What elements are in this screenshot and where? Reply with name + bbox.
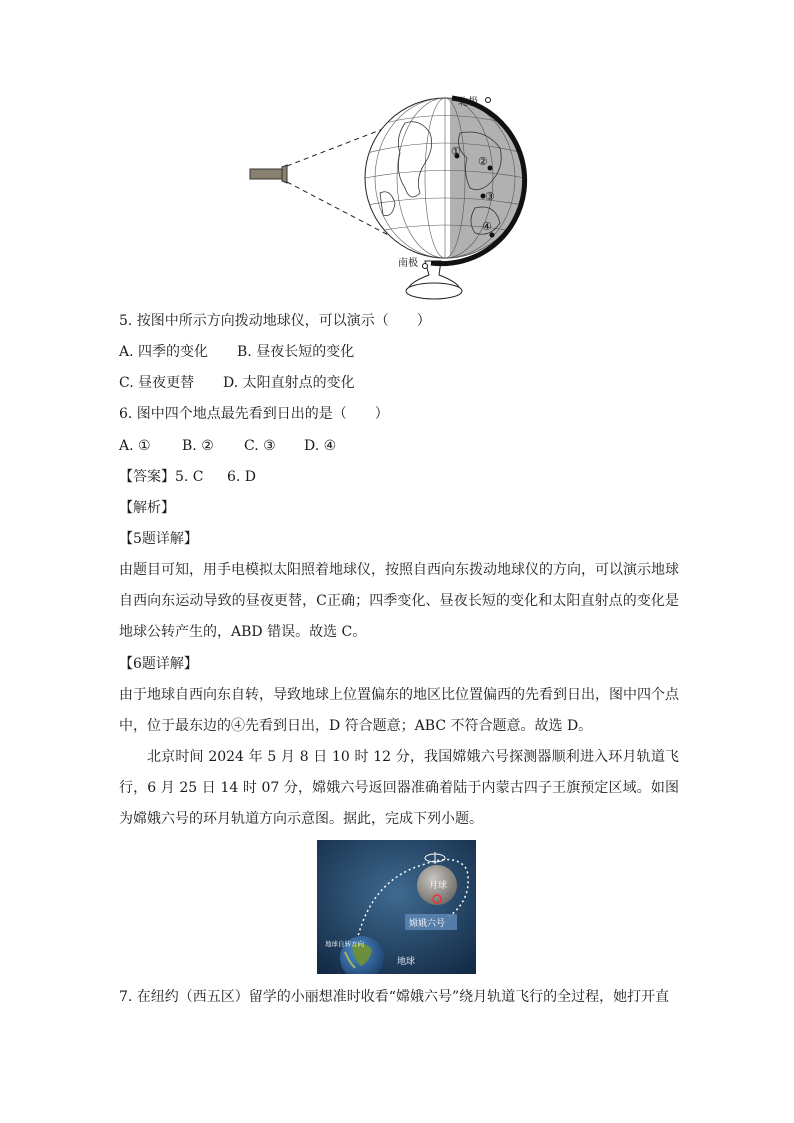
- q6-option-c: C. ③: [244, 438, 276, 454]
- q5-detail-label: 【5题详解】: [119, 531, 198, 547]
- q5-option-c: C. 昼夜更替: [119, 375, 195, 391]
- point-4-label: ④: [482, 220, 492, 233]
- probe-label: 嫦娥六号: [409, 919, 446, 929]
- rotation-label: 地球自转方向: [325, 940, 364, 948]
- answer-line: [119, 469, 256, 485]
- answer-label: 【答案】: [119, 469, 175, 485]
- north-pole-label: 北极: [458, 97, 478, 108]
- globe-figure: [245, 93, 545, 305]
- point-2-label: ②: [478, 155, 488, 168]
- answer-q5: 5. C: [175, 469, 204, 485]
- q7-stem: 7. 在纽约（西五区）留学的小丽想准时收看“嫦娥六号”绕月轨道飞行的全过程，她打开直: [119, 989, 670, 1005]
- point-3-label: ③: [485, 190, 495, 203]
- q6-detail-label: 【6题详解】: [119, 656, 198, 672]
- q6-option-b: B. ②: [182, 438, 214, 454]
- earth-label: 地球: [397, 957, 416, 967]
- south-pole-label: 南极: [398, 258, 418, 269]
- flashlight-icon: [250, 165, 287, 183]
- q5-option-b: B. 昼夜长短的变化: [237, 344, 355, 360]
- q6-option-a: A. ①: [119, 438, 151, 454]
- q6-stem: 6. 图中四个地点最先看到日出的是（ ）: [119, 406, 389, 422]
- q5-option-d: D. 太阳直射点的变化: [223, 375, 355, 391]
- answer-q6: 6. D: [227, 469, 257, 485]
- q5-options-row-2: [119, 375, 355, 391]
- point-1: [451, 145, 461, 159]
- q5-detail-text: 由题目可知，用手电模拟太阳照着地球仪，按照自西向东拨动地球仪的方向，可以演示地球自西向东运动导致的昼夜更替，C正确；四季变化、昼夜长短的变化和太阳直射点的变化是地球公转产生的，ABD 错误。故选 C。: [119, 562, 679, 640]
- moon-label: 月球: [429, 881, 448, 891]
- analysis-label: 【解析】: [119, 500, 175, 516]
- moon-orbit-figure: [317, 840, 476, 974]
- q6-detail-text: 由于地球自西向东自转，导致地球上位置偏东的地区比位置偏西的先看到日出，图中四个点中，位于最东边的④先看到日出，D 符合题意；ABC 不符合题意。故选 D。: [119, 687, 679, 734]
- q6-option-d: D. ④: [304, 438, 337, 454]
- moon-orbit-illustration: [317, 840, 476, 974]
- point-1-label: ①: [451, 145, 461, 158]
- q6-options: [119, 438, 336, 454]
- q5-option-a: A. 四季的变化: [119, 344, 209, 360]
- globe-illustration: [245, 93, 545, 305]
- passage-text: 北京时间 2024 年 5 月 8 日 10 时 12 分，我国嫦娥六号探测器顺利进入环月轨道飞行，6 月 25 日 14 时 07 分，嫦娥六号返回器准确着陆于内蒙古四子王旗预定区域。如图为嫦娥六号的环月轨道方向示意图。据此，完成下列小题。: [119, 749, 679, 827]
- q5-options-row-1: [119, 344, 354, 360]
- q5-stem: 5. 按图中所示方向拨动地球仪，可以演示（ ）: [119, 313, 431, 329]
